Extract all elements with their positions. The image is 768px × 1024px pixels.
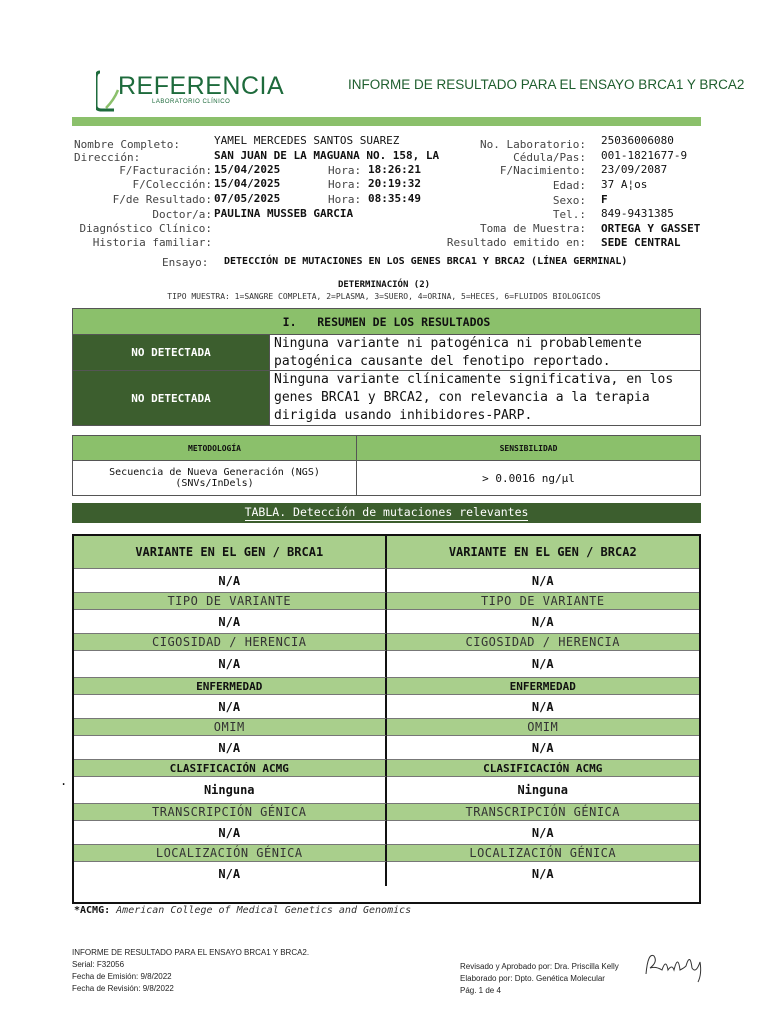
hora-resultado-value: 08:35:49 (368, 192, 421, 205)
sexo-value: F (601, 193, 608, 206)
status-badge: NO DETECTADA (73, 335, 269, 370)
hora-resultado-label: Hora: (328, 193, 362, 206)
footer-elaborado: Elaborado por: Dpto. Genética Molecular (460, 974, 605, 983)
brca2-omim: N/A (387, 736, 700, 760)
hora-coleccion-value: 20:19:32 (368, 177, 421, 190)
brca2-transcripcion: N/A (387, 821, 700, 845)
brca1-tipo: N/A (74, 610, 387, 634)
brca2-localizacion: N/A (531, 867, 554, 881)
brca1-cigosidad: N/A (74, 651, 387, 678)
brca1-variante: N/A (74, 569, 387, 593)
tabla-title-rest: . Detección de mutaciones relevantes (279, 505, 529, 519)
edad-value: 37 A¦os (601, 178, 648, 191)
doctor-label: Doctor/a: (152, 208, 212, 221)
acmg-label: CLASIFICACIÓN ACMG (74, 760, 387, 777)
tel-label: Tel.: (552, 208, 586, 221)
diagnostico-label: Diagnóstico Clínico: (79, 222, 212, 235)
acmg-footnote-prefix: *ACMG: (74, 905, 111, 916)
signature (640, 944, 710, 984)
logo-text: REFERENCIA (118, 72, 285, 100)
facturacion-label: F/Facturación: (119, 164, 212, 177)
lab-label: No. Laboratorio: (480, 138, 586, 151)
nacimiento-value: 23/09/2087 (601, 163, 668, 176)
brca2-acmg: Ninguna (387, 777, 700, 804)
summary-description (269, 371, 700, 425)
emitido-value: SEDE CENTRAL (601, 236, 681, 249)
toma-value: ORTEGA Y GASSET (601, 222, 701, 235)
facturacion-value: 15/04/2025 (214, 163, 281, 176)
summary-row (73, 371, 700, 425)
metodologia-line: (SNVs/InDels) (175, 478, 254, 489)
edad-label: Edad: (552, 179, 586, 192)
metodologia-line: Secuencia de Nueva Generación (NGS) (109, 467, 320, 478)
brca2-cigosidad: N/A (387, 651, 700, 678)
ensayo-value: DETECCIÓN DE MUTACIONES EN LOS GENES BRCA1 Y BRCA2 (LÍNEA GERMINAL) (224, 256, 628, 267)
nacimiento-label: F/Nacimiento: (499, 164, 586, 177)
sensibilidad-value: > 0.0016 ng/µl (357, 460, 700, 495)
hora-facturacion-label: Hora: (328, 164, 362, 177)
footer-revision: Fecha de Revisión: 9/8/2022 (72, 984, 174, 993)
tabla-title (245, 505, 529, 521)
nombre-value: YAMEL MERCEDES SANTOS SUAREZ (214, 134, 400, 147)
stray-dot: . (60, 774, 68, 788)
report-title: INFORME DE RESULTADO PARA EL ENSAYO BRCA1 Y BRCA2 (348, 77, 745, 92)
summary-line: genes BRCA1 y BRCA2, con relevancia a la terapia (274, 390, 650, 405)
tipo-label: TIPO DE VARIANTE (74, 593, 387, 610)
acmg-footnote-text: American College of Medical Genetics and Genomics (116, 905, 412, 916)
acmg-label: CLASIFICACIÓN ACMG (387, 760, 700, 777)
footer-pagina: Pág. 1 de 4 (460, 986, 501, 995)
footer-emision: Fecha de Emisión: 9/8/2022 (72, 972, 172, 981)
coleccion-value: 15/04/2025 (214, 177, 281, 190)
sensibilidad-header: SENSIBILIDAD (357, 436, 700, 460)
summary-line: dirigida usando inhibidores-PARP. (274, 408, 533, 423)
brca1-header: VARIANTE EN EL GEN / BRCA1 (74, 536, 387, 569)
summary-title: I. RESUMEN DE LOS RESULTADOS (73, 309, 700, 335)
footer-revisado: Revisado y Aprobado por: Dra. Priscilla Kelly (460, 962, 619, 971)
historia-label: Historia familiar: (92, 236, 212, 249)
metodologia-header: METODOLOGÍA (73, 436, 357, 460)
transcripcion-label: TRANSCRIPCIÓN GÉNICA (74, 804, 387, 821)
determinacion: DETERMINACIÓN (2) (337, 280, 431, 290)
tipo-label: TIPO DE VARIANTE (387, 593, 700, 610)
footer-serial: Serial: F32056 (72, 960, 125, 969)
brca2-enfermedad: N/A (387, 695, 700, 719)
enfermedad-label: ENFERMEDAD (387, 678, 700, 695)
omim-label: OMIM (387, 719, 700, 736)
header-divider (72, 117, 701, 126)
toma-label: Toma de Muestra: (480, 222, 586, 235)
methodology-table (72, 435, 701, 496)
brca1-transcripcion: N/A (74, 821, 387, 845)
summary-row (73, 335, 700, 371)
variants-table (72, 534, 701, 904)
omim-label: OMIM (74, 719, 387, 736)
summary-description (269, 335, 700, 370)
doctor-value: PAULINA MUSSEB GARCIA (214, 207, 354, 220)
cigosidad-label: CIGOSIDAD / HERENCIA (387, 634, 700, 651)
cedula-label: Cédula/Pas: (513, 151, 586, 164)
tabla-title-bold: TABLA (244, 505, 280, 519)
localizacion-label: LOCALIZACIÓN GÉNICA (74, 845, 387, 862)
summary-table (72, 308, 701, 426)
transcripcion-label: TRANSCRIPCIÓN GÉNICA (387, 804, 700, 821)
ensayo-label: Ensayo: (162, 256, 209, 269)
lab-value: 25036006080 (601, 134, 674, 147)
summary-line: Ninguna variante clínicamente significativa, en los (274, 372, 674, 387)
enfermedad-label: ENFERMEDAD (74, 678, 387, 695)
brca1-omim: N/A (74, 736, 387, 760)
emitido-label: Resultado emitido en: (446, 236, 586, 249)
sexo-label: Sexo: (552, 194, 586, 207)
brca2-header: VARIANTE EN EL GEN / BRCA2 (387, 536, 700, 569)
resultado-value: 07/05/2025 (214, 192, 281, 205)
coleccion-label: F/Colección: (132, 178, 212, 191)
logo-subtitle: LABORATORIO CLÍNICO (152, 99, 231, 105)
tabla-title-bar (72, 503, 701, 523)
tel-value: 849-9431385 (601, 207, 674, 220)
cigosidad-label: CIGOSIDAD / HERENCIA (74, 634, 387, 651)
brca1-localizacion: N/A (74, 862, 387, 886)
brca2-variante: N/A (387, 569, 700, 593)
hora-coleccion-label: Hora: (328, 178, 362, 191)
tipo-muestra: TIPO MUESTRA: 1=SANGRE COMPLETA, 2=PLASMA, 3=SUERO, 4=ORINA, 5=HECES, 6=FLUIDOS BIOLOGICOS (167, 292, 601, 301)
acmg-footnote (74, 905, 411, 916)
direccion-value: SAN JUAN DE LA MAGUANA NO. 158, LA (214, 149, 440, 162)
nombre-label: Nombre Completo: (74, 138, 180, 151)
footer-report-name: INFORME DE RESULTADO PARA EL ENSAYO BRCA1 Y BRCA2. (72, 948, 310, 957)
localizacion-label: LOCALIZACIÓN GÉNICA (387, 845, 700, 862)
metodologia-value (73, 460, 357, 495)
direccion-label: Dirección: (74, 151, 141, 164)
summary-line: Ninguna variante ni patogénica ni probablemente (274, 336, 642, 351)
status-badge: NO DETECTADA (73, 371, 269, 425)
hora-facturacion-value: 18:26:21 (368, 163, 421, 176)
brca1-enfermedad: N/A (74, 695, 387, 719)
cedula-value: 001-1821677-9 (601, 149, 688, 162)
resultado-label: F/de Resultado: (112, 193, 212, 206)
brca2-tipo: N/A (387, 610, 700, 634)
brca1-acmg: Ninguna (74, 777, 387, 804)
summary-line: patogénica causante del fenotipo reportado. (274, 354, 611, 369)
